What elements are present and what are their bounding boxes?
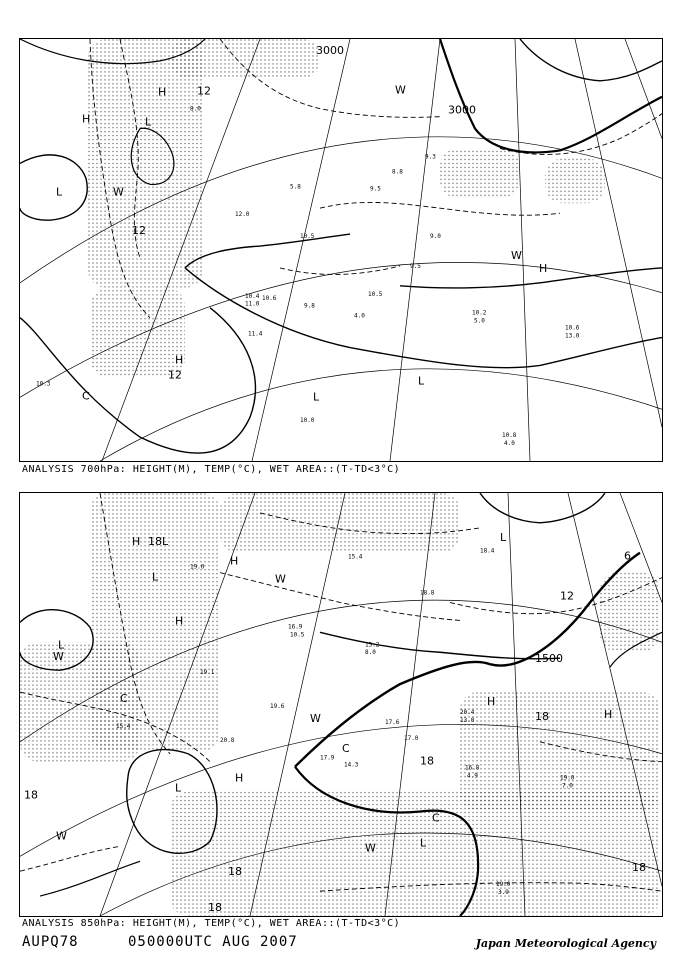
bottom-label-2: L xyxy=(162,534,169,548)
top-station-value-5: 13.0 xyxy=(565,332,580,340)
bottom-label-0: H xyxy=(132,534,141,548)
top-station-value-22: 11.4 xyxy=(248,330,263,338)
top-station-value-4: 10.6 xyxy=(565,324,580,332)
top-wet-area-1 xyxy=(170,39,320,79)
bottom-label-24: W xyxy=(56,829,67,843)
top-height-contour-6 xyxy=(520,39,662,81)
top-isotherm-5 xyxy=(280,266,400,275)
bottom-label-6: H xyxy=(175,614,184,628)
bottom-station-value-2: 19.0 xyxy=(496,881,511,889)
top-station-value-1: 4.0 xyxy=(504,440,515,448)
bottom-label-15: 1500 xyxy=(535,652,563,666)
top-label-8: H xyxy=(175,353,184,367)
top-label-10: L xyxy=(313,390,320,404)
bottom-station-value-20: 19.6 xyxy=(270,702,285,710)
bottom-label-1: 18 xyxy=(148,534,163,548)
top-label-6: W xyxy=(511,248,522,262)
agency-name: Japan Meteorological Agency xyxy=(475,937,656,950)
map-850hpa-canvas xyxy=(20,493,662,916)
top-station-value-21: 10.6 xyxy=(262,294,277,302)
top-height-contour-5 xyxy=(440,39,662,152)
bottom-label-9: W xyxy=(310,711,321,725)
top-wet-area-4 xyxy=(545,158,605,203)
bottom-station-value-3: 3.9 xyxy=(498,889,509,897)
map-850hpa xyxy=(19,492,663,917)
map-700hpa xyxy=(19,38,663,462)
top-label-3: L xyxy=(56,185,63,199)
top-station-value-18: 10.3 xyxy=(36,380,51,388)
bottom-station-value-14: 18.8 xyxy=(420,589,435,597)
top-isotherm-4 xyxy=(320,202,560,215)
bottom-station-value-12: 16.9 xyxy=(288,623,303,631)
top-meridian-4 xyxy=(575,39,662,427)
caption-850hpa: ANALYSIS 850hPa: HEIGHT(M), TEMP(°C), WET AREA::(T-TD<3°C) xyxy=(22,918,401,929)
top-parallel-2 xyxy=(100,369,662,461)
bulletin-code: AUPQ78 xyxy=(22,934,79,950)
bottom-wet-area-4 xyxy=(220,493,460,553)
bottom-height-contour-7 xyxy=(40,861,140,896)
bottom-label-7: H xyxy=(230,554,239,568)
bottom-station-value-13: 10.5 xyxy=(290,631,305,639)
bottom-label-8: W xyxy=(275,572,286,586)
top-station-value-6: 10.4 xyxy=(245,292,260,300)
top-height-contour-3 xyxy=(185,234,350,268)
bottom-station-value-18: 19.1 xyxy=(200,669,215,677)
top-label-9: C xyxy=(82,389,90,403)
top-meridian-1 xyxy=(252,39,350,461)
caption-700hpa: ANALYSIS 700hPa: HEIGHT(M), TEMP(°C), WET AREA::(T-TD<3°C) xyxy=(22,464,401,475)
top-station-value-0: 10.8 xyxy=(502,432,517,440)
bottom-label-18: H xyxy=(235,771,244,785)
top-wet-area-3 xyxy=(90,288,185,378)
bottom-station-value-9: 14.3 xyxy=(344,761,359,769)
bottom-station-value-4: 19.0 xyxy=(560,774,575,782)
bottom-label-23: 18 xyxy=(24,788,39,802)
top-label-5: W xyxy=(395,83,406,97)
bottom-station-value-8: 17.9 xyxy=(320,754,335,762)
bottom-station-value-23: 15.4 xyxy=(116,722,131,730)
bottom-station-value-19: 15.4 xyxy=(348,553,363,561)
top-height-contour-4 xyxy=(400,268,662,288)
top-station-value-8: 9.8 xyxy=(304,302,315,310)
bottom-label-25: 18 xyxy=(228,865,243,879)
bottom-station-value-1: 4.9 xyxy=(467,772,478,780)
top-station-value-3: 5.0 xyxy=(474,317,485,325)
bottom-height-contour-5 xyxy=(320,632,560,659)
bottom-station-value-22: 18.4 xyxy=(480,547,495,555)
top-wet-area-2 xyxy=(440,148,520,198)
top-station-value-2: 10.2 xyxy=(472,309,487,317)
bottom-label-21: L xyxy=(420,836,427,850)
top-meridian-2 xyxy=(390,39,440,461)
top-label-14: 12 xyxy=(197,84,212,98)
top-label-11: L xyxy=(418,374,425,388)
bottom-label-13: 18 xyxy=(535,709,550,723)
top-height-contour-2 xyxy=(185,268,662,368)
top-station-value-11: 9.5 xyxy=(410,262,421,270)
top-label-4: W xyxy=(113,185,124,199)
top-station-value-19: 8.0 xyxy=(190,105,201,113)
bottom-label-10: C xyxy=(120,692,128,706)
bottom-height-contour-6 xyxy=(480,493,605,523)
top-label-2: L xyxy=(145,115,152,129)
bottom-label-11: H xyxy=(487,695,496,708)
top-station-value-20: 10.0 xyxy=(300,417,315,425)
valid-time: 050000UTC AUG 2007 xyxy=(128,934,298,950)
top-station-value-23: 12.0 xyxy=(235,211,250,219)
bottom-station-value-11: 8.0 xyxy=(365,649,376,657)
top-label-7: H xyxy=(539,261,548,275)
bottom-station-value-15: 17.6 xyxy=(385,718,400,726)
top-station-value-12: 10.5 xyxy=(300,233,315,241)
bottom-station-value-5: 7.0 xyxy=(562,782,573,790)
bottom-label-3: L xyxy=(152,570,159,584)
bottom-label-12: H xyxy=(604,707,613,721)
bottom-label-14: 12 xyxy=(560,589,575,603)
top-station-value-15: 8.8 xyxy=(392,168,403,176)
bottom-label-27: 18 xyxy=(632,861,647,875)
top-station-value-7: 11.0 xyxy=(245,300,260,308)
top-label-0: H xyxy=(82,112,91,126)
bottom-label-22: W xyxy=(365,841,376,855)
bottom-wet-area-5 xyxy=(600,573,660,653)
bottom-label-26: 18 xyxy=(208,901,223,915)
bottom-station-value-17: 19.0 xyxy=(190,563,205,571)
top-label-1: H xyxy=(158,85,167,99)
top-label-13: 12 xyxy=(168,368,183,382)
map-700hpa-canvas xyxy=(20,39,662,461)
bottom-label-17: 18 xyxy=(420,754,435,768)
bottom-station-value-10: 15.2 xyxy=(365,641,380,649)
bottom-label-28: 6 xyxy=(624,549,632,563)
bottom-station-value-0: 16.8 xyxy=(465,764,480,772)
top-meridian-5 xyxy=(625,39,662,139)
top-station-value-17: 9.0 xyxy=(430,233,441,241)
bottom-label-20: C xyxy=(432,811,440,825)
top-height-contour-0 xyxy=(20,155,87,220)
top-station-value-13: 5.8 xyxy=(290,183,301,191)
top-label-15: 3000 xyxy=(316,43,344,57)
bottom-label-19: L xyxy=(175,781,182,795)
bottom-label-29: L xyxy=(500,530,507,544)
bottom-station-value-21: 17.0 xyxy=(404,734,419,742)
bottom-isotherm-4 xyxy=(20,846,120,871)
top-station-value-10: 10.5 xyxy=(368,290,383,298)
bottom-label-5: W xyxy=(53,650,64,664)
bottom-station-value-7: 13.0 xyxy=(460,716,475,724)
bottom-label-4: L xyxy=(58,638,65,652)
top-station-value-9: 4.0 xyxy=(354,312,365,320)
bottom-station-value-6: 20.4 xyxy=(460,708,475,716)
top-isotherm-3 xyxy=(500,114,662,155)
top-station-value-14: 9.5 xyxy=(370,185,381,193)
top-station-value-16: 9.3 xyxy=(425,153,436,161)
bottom-label-16: C xyxy=(342,741,350,755)
top-label-16: 3000 xyxy=(448,103,476,117)
bottom-station-value-16: 20.8 xyxy=(220,736,235,744)
top-label-12: 12 xyxy=(132,224,147,238)
